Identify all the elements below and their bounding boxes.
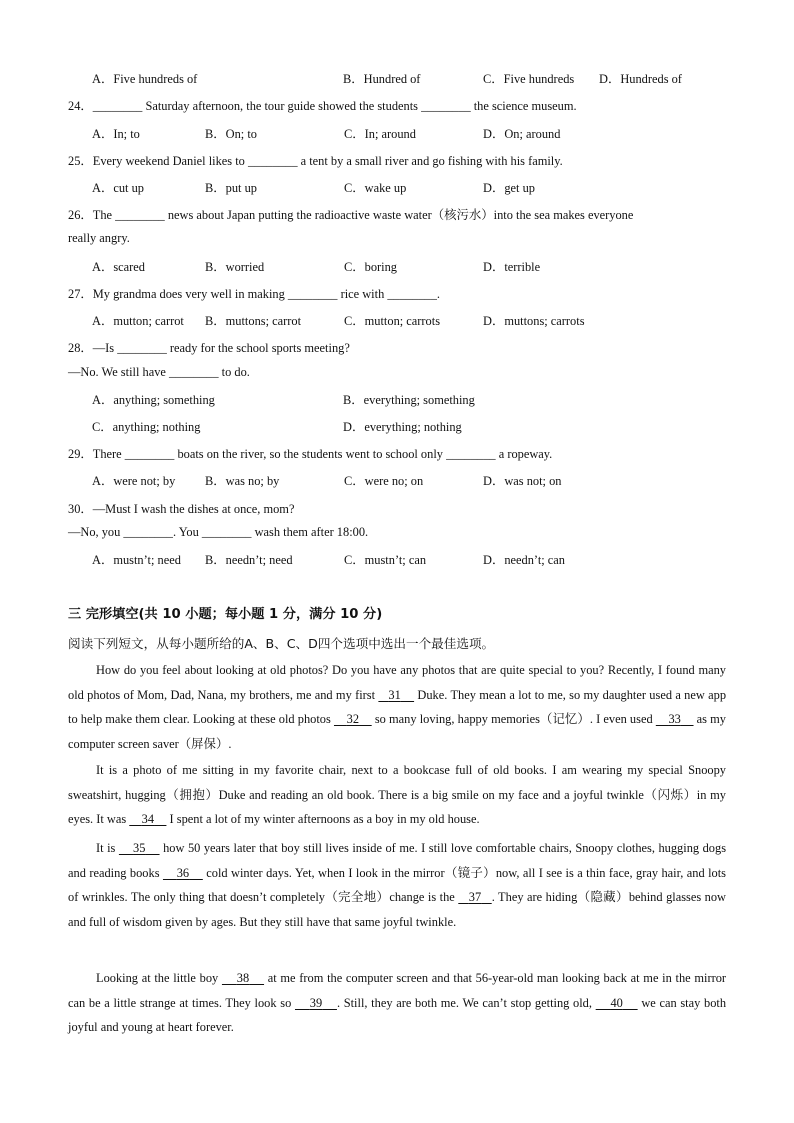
blank-36: 36: [176, 865, 190, 880]
q26-option-a: A．scared: [92, 260, 145, 274]
q30-option-d: D．needn’t; can: [483, 553, 566, 567]
section-heading: 三 完形填空(共 10 小题；每小题 1 分，满分 10 分): [68, 607, 383, 622]
q29-option-a: A．were not; by: [92, 474, 176, 488]
blank-32: 32: [346, 712, 360, 727]
q25-stem: 25．Every weekend Daniel likes to ________ a tent by a small river and go fishing with his family.: [68, 154, 563, 168]
q24-option-d: D．On; around: [483, 127, 561, 141]
q25-option-b: B．put up: [205, 181, 257, 195]
blank-39: 39: [309, 995, 323, 1010]
blank-38: 38: [236, 971, 250, 985]
q25-option-d: D．get up: [483, 181, 535, 195]
q25-option-a: A．cut up: [92, 181, 144, 195]
q26-option-c: C．boring: [344, 260, 398, 274]
q28-option-d: D．everything; nothing: [343, 420, 462, 434]
q24-option-a: A．In; to: [92, 127, 140, 141]
q29-option-d: D．was not; on: [483, 474, 562, 488]
q30-option-c: C．mustn’t; can: [344, 553, 427, 567]
blank-33: 33: [668, 712, 681, 727]
q24-option-b: B．On; to: [205, 127, 257, 141]
q29-option-b: B．was no; by: [205, 474, 280, 488]
q28-stem: 28．—Is ________ ready for the school sports meeting?: [68, 341, 350, 355]
q26-stem: 26．The ________ news about Japan putting the radioactive waste water（核污水）into the sea makes everyone: [68, 208, 634, 222]
section-instruction: 阅读下列短文，从每小题所给的A、B、C、D四个选项中选出一个最佳选项。: [68, 636, 495, 651]
q27-option-d: D．muttons; carrots: [483, 314, 585, 328]
q30-reply: —No, you ________. You ________ wash them after 18:00.: [68, 525, 369, 539]
blank-40: 40: [610, 995, 623, 1010]
q25-option-c: C．wake up: [344, 181, 407, 195]
blank-37: 37: [468, 890, 482, 905]
q28-option-c: C．anything; nothing: [92, 420, 201, 434]
blank-34: 34: [141, 812, 155, 827]
blank-35: 35: [133, 841, 146, 855]
q28-option-a: A．anything; something: [92, 393, 215, 407]
q28-reply: —No. We still have ________ to do.: [68, 365, 250, 379]
q27-option-c: C．mutton; carrots: [344, 314, 441, 328]
q23-option-c: C．Five hundreds: [483, 72, 575, 86]
passage-paragraph-3: It is 35 how 50 years later that boy still lives inside of me. I still love comfortable chairs, Snoopy clothes, hugging dogs and reading books 36 cold winter days. Yet, when I look in the mirror（镜子）now, all I see is a thin face, gray hair, and lots of wrinkles. The only thing that doesn’t completely（完全地）change is the 37 . They are hiding（隐藏）behind glasses now and full of wisdom given by ages. But they still have that same joyful twinkle.: [68, 841, 727, 929]
q30-option-b: B．needn’t; need: [205, 553, 293, 567]
q27-option-a: A．mutton; carrot: [92, 314, 184, 328]
q30-option-a: A．mustn’t; need: [92, 553, 181, 567]
passage-paragraph-1: How do you feel about looking at old photos? Do you have any photos that are quite special to you? Recently, I found many old photos of Mom, Dad, Nana, my brothers, me and my first 31 Duke. They mean a lot to me, so my daughter used a new app to help make them clear. Looking at these old photos 32 so many loving, happy memories（记忆）. I even used 33 as my computer screen saver（屏保）.: [68, 663, 727, 751]
passage-paragraph-4: Looking at the little boy 38 at me from the computer screen and that 56-year-old man looking back at me in the mirror can be a little strange at times. They look so 39 . Still, they are both me. We can’t stop getting old, 40 we can stay both joyful and young at heart forever.: [68, 971, 727, 1035]
q24-stem: 24．________ Saturday afternoon, the tour guide showed the students ________ the science museum.: [68, 99, 577, 113]
q26-option-d: D．terrible: [483, 260, 541, 274]
q26-stem-continued: really angry.: [68, 231, 130, 245]
q29-option-c: C．were no; on: [344, 474, 424, 488]
blank-31: 31: [388, 687, 401, 702]
q23-option-d: D．Hundreds of: [599, 72, 682, 86]
q30-stem: 30．—Must I wash the dishes at once, mom?: [68, 502, 295, 516]
q29-stem: 29．There ________ boats on the river, so the students went to school only ________ a ropeway.: [68, 447, 553, 461]
q23-option-b: B．Hundred of: [343, 72, 421, 86]
q28-option-b: B．everything; something: [343, 393, 475, 407]
q23-option-a: A．Five hundreds of: [92, 72, 198, 86]
q27-option-b: B．muttons; carrot: [205, 314, 302, 328]
q24-option-c: C．In; around: [344, 127, 416, 141]
q27-stem: 27．My grandma does very well in making ________ rice with ________.: [68, 287, 441, 301]
q26-option-b: B．worried: [205, 260, 265, 274]
passage-paragraph-2: It is a photo of me sitting in my favorite chair, next to a bookcase full of old books. I am wearing my special Snoopy sweatshirt, hugging（拥抱）Duke and reading an old book. There is a big smile on my face and a joyful twinkle（闪烁）in my eyes. It was 34 I spent a lot of my winter afternoons as a boy in my old house.: [68, 763, 726, 827]
